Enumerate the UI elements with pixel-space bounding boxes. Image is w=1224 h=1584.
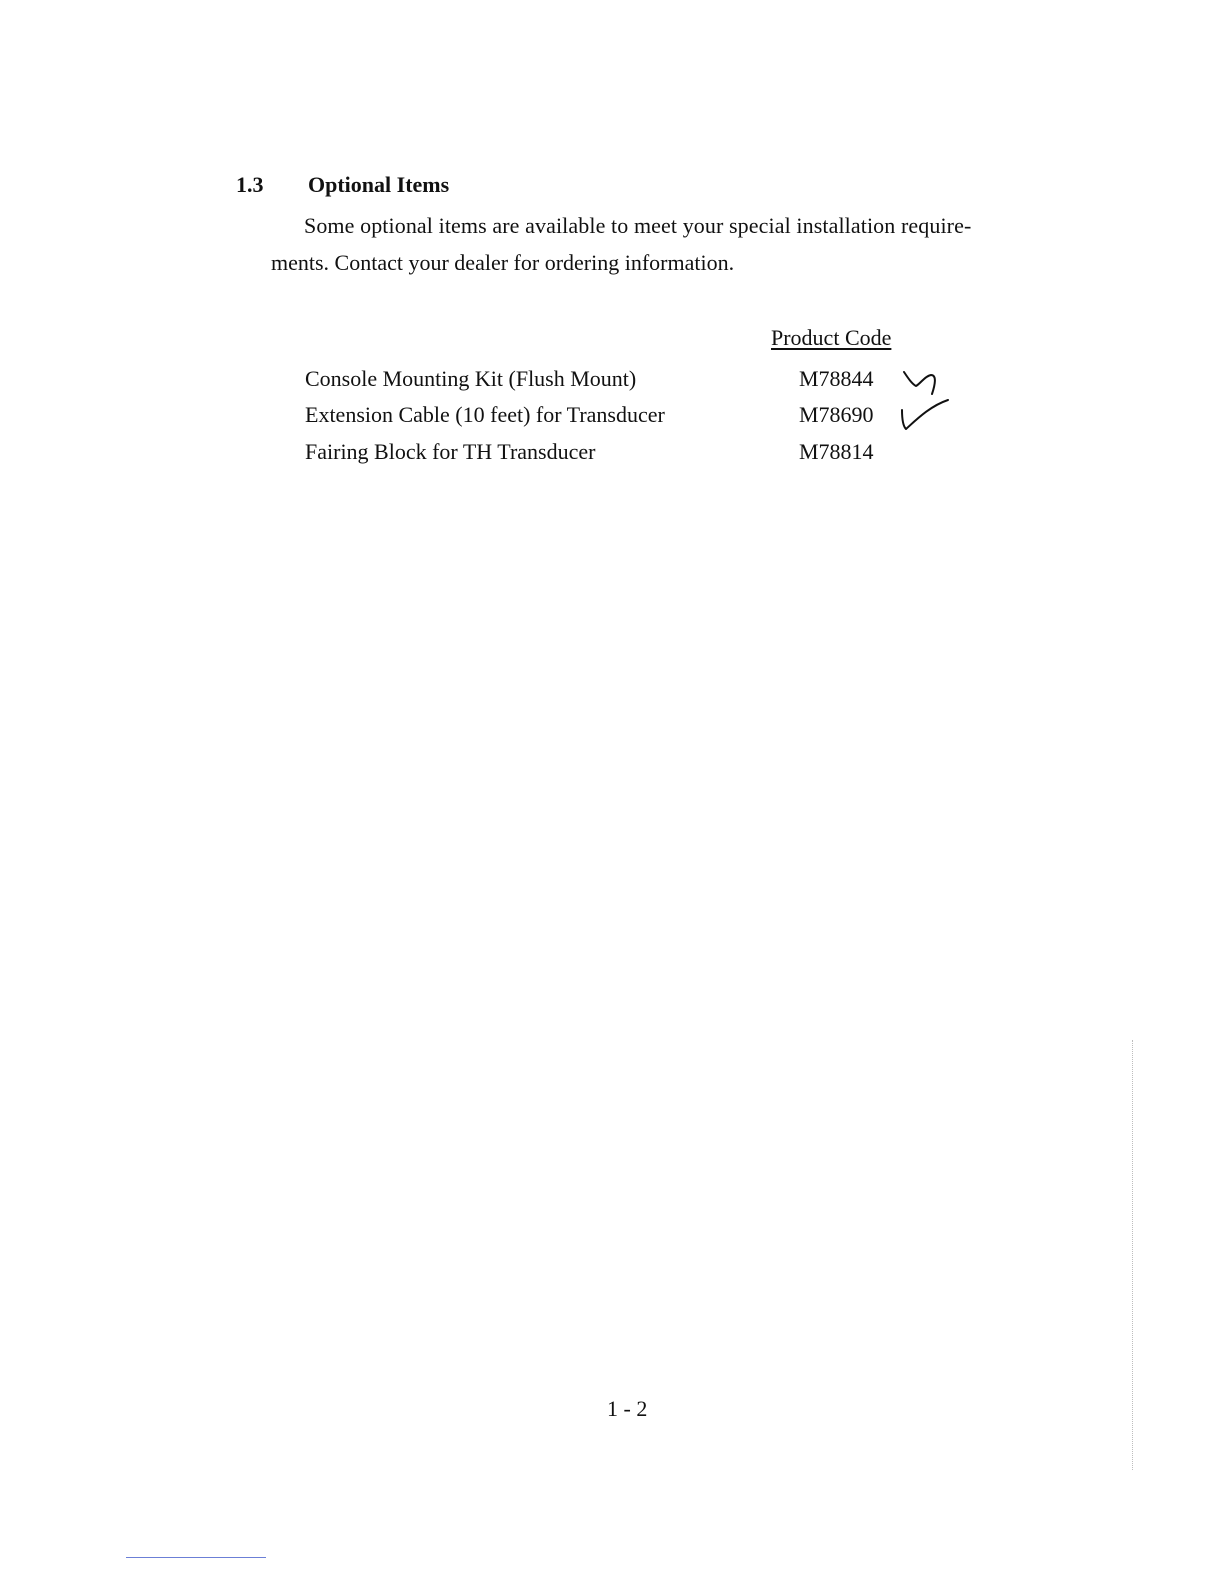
product-code-header: Product Code xyxy=(771,325,892,350)
item-name: Console Mounting Kit (Flush Mount) xyxy=(305,366,637,391)
checkmark-icon xyxy=(896,394,952,434)
intro-paragraph-line-2: ments. Contact your dealer for ordering information. xyxy=(271,250,735,275)
intro-paragraph-line-1: Some optional items are available to meet your special installation require- xyxy=(304,213,972,238)
item-code: M78844 xyxy=(799,366,874,391)
page-number: 1 - 2 xyxy=(607,1396,648,1421)
section-number: 1.3 xyxy=(236,172,264,197)
scan-edge-mark xyxy=(1132,1040,1135,1470)
item-name: Extension Cable (10 feet) for Transducer xyxy=(305,402,665,427)
item-code: M78814 xyxy=(799,439,874,464)
section-title: Optional Items xyxy=(308,172,450,197)
scan-bottom-line xyxy=(126,1557,266,1558)
item-code: M78690 xyxy=(799,402,874,427)
item-name: Fairing Block for TH Transducer xyxy=(305,439,596,464)
